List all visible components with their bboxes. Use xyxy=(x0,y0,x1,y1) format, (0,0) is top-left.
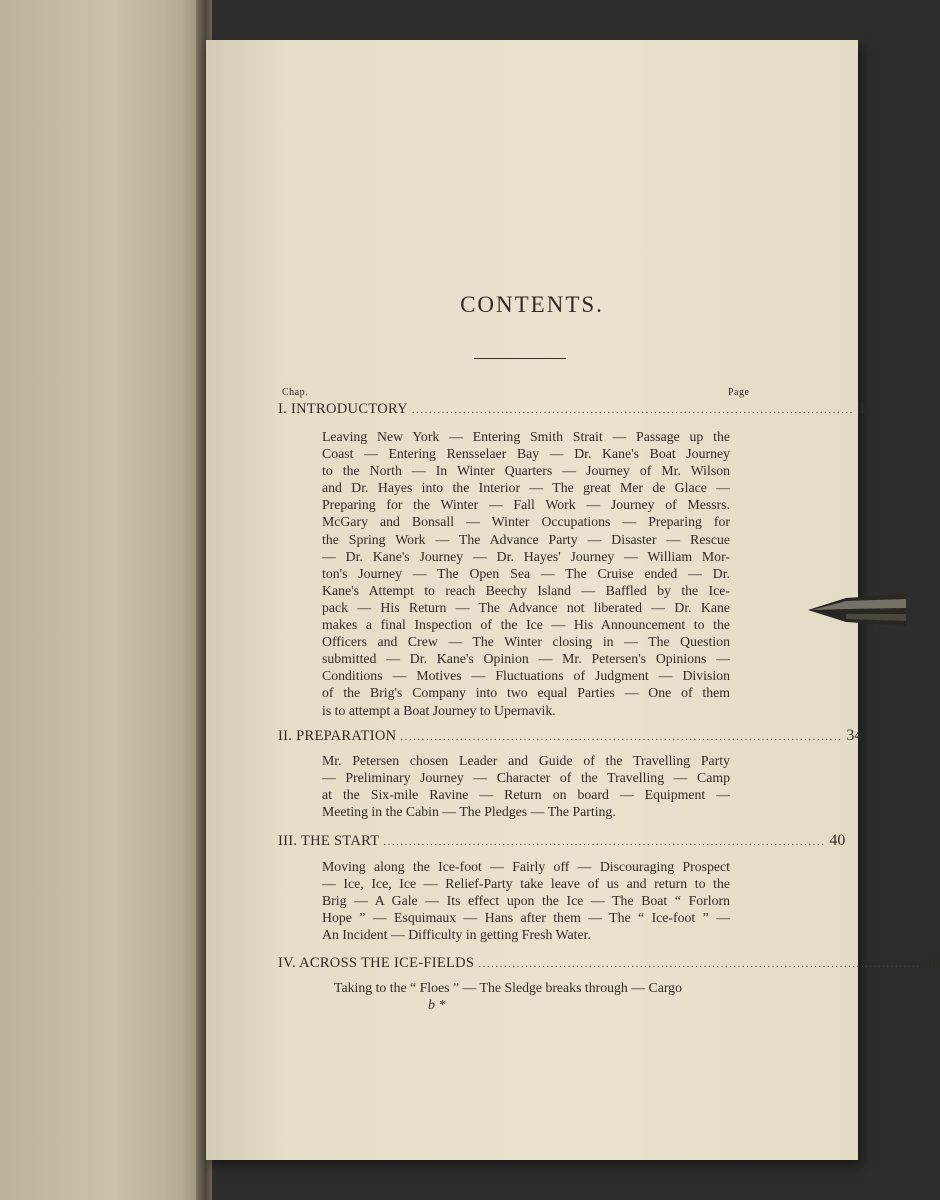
summary-line: makes a final Inspection of the Ice — His Announcement to the xyxy=(322,617,730,633)
chapter-page-number: 1 xyxy=(857,400,866,417)
summary-line: Brig — A Gale — Its effect upon the Ice — The Boat “ Forlorn xyxy=(322,893,730,909)
chapter-title: I. INTRODUCTORY xyxy=(278,401,408,417)
summary-line: to the North — In Winter Quarters — Journey of Mr. Wilson xyxy=(322,463,730,479)
page-title: CONTENTS. xyxy=(460,292,604,317)
chapter-summary xyxy=(322,858,730,943)
column-header-chap: Chap. xyxy=(282,387,309,398)
summary-line: pack — His Return — The Advance not liberated — Dr. Kane xyxy=(322,599,730,615)
chapter-title: II. PREPARATION xyxy=(278,728,397,744)
chapter-entry xyxy=(278,400,866,420)
chapter-page-number: 48 xyxy=(924,954,940,971)
summary-line: at the Six-mile Ravine — Return on board — Equipment — xyxy=(322,787,730,803)
summary-line: McGary and Bonsall — Winter Occupations — Preparing for xyxy=(322,514,730,530)
summary-line: — Preliminary Journey — Character of the Travelling — Camp xyxy=(322,770,730,786)
chapter-page-number: 34 xyxy=(846,727,863,744)
summary-line: Hope ” — Esquimaux — Hans after them — The “ Ice-foot ” — xyxy=(322,910,730,926)
left-page xyxy=(0,0,208,1200)
chapter-entry xyxy=(278,727,863,747)
summary-line: ton's Journey — The Open Sea — The Cruise ended — Dr. xyxy=(322,565,730,581)
chapter-title: III. THE START xyxy=(278,833,380,849)
summary-line: submitted — Dr. Kane's Opinion — Mr. Petersen's Opinions — xyxy=(322,651,730,667)
summary-line: Leaving New York — Entering Smith Strait — Passage up the xyxy=(322,429,730,444)
chapter-entry xyxy=(278,832,846,852)
dot-leader: ........................................................................................................ xyxy=(400,731,843,743)
summary-line: the Spring Work — The Advance Party — Disaster — Rescue xyxy=(322,531,730,547)
summary-line: — Dr. Kane's Journey — Dr. Hayes' Journey — William Mor- xyxy=(322,548,730,564)
summary-line: and Dr. Hayes into the Interior — The great Mer de Glace — xyxy=(322,480,730,496)
summary-line: An Incident — Difficulty in getting Fresh Water. xyxy=(322,927,591,943)
chapter-entry xyxy=(278,954,940,974)
summary-line: Preparing for the Winter — Fall Work — Journey of Messrs. xyxy=(322,497,730,513)
summary-line: is to attempt a Boat Journey to Upernavik. xyxy=(322,702,556,718)
chapter-summary xyxy=(334,979,730,996)
contents-page xyxy=(206,40,940,1160)
summary-line: Kane's Attempt to reach Beechy Island — Baffled by the Ice- xyxy=(322,582,730,598)
summary-line: Taking to the “ Floes ” — The Sledge breaks through — Cargo xyxy=(334,980,682,995)
summary-line: — Ice, Ice, Ice — Relief-Party take leave of us and return to the xyxy=(322,876,730,892)
signature-mark: b * xyxy=(428,998,446,1013)
pen-tip-icon xyxy=(806,590,906,630)
summary-line: of the Brig's Company into two equal Parties — One of them xyxy=(322,685,730,701)
summary-line: Meeting in the Cabin — The Pledges — The Parting. xyxy=(322,804,616,820)
chapter-page-number: 40 xyxy=(829,832,846,849)
dot-leader: ........................................................................................................ xyxy=(478,958,921,970)
summary-line: Officers and Crew — The Winter closing in — The Question xyxy=(322,634,730,650)
dot-leader: ........................................................................................................ xyxy=(411,404,854,416)
summary-line: Mr. Petersen chosen Leader and Guide of the Travelling Party xyxy=(322,753,730,768)
column-header-page: Page xyxy=(728,387,750,398)
title-rule xyxy=(474,358,566,359)
summary-line: Moving along the Ice-foot — Fairly off — Discouraging Prospect xyxy=(322,859,730,874)
chapter-title: IV. ACROSS THE ICE-FIELDS xyxy=(278,955,475,971)
chapter-summary xyxy=(322,428,730,719)
chapter-summary xyxy=(322,752,730,820)
summary-line: Conditions — Motives — Fluctuations of Judgment — Division xyxy=(322,668,730,684)
summary-line: Coast — Entering Rensselaer Bay — Dr. Kane's Boat Journey xyxy=(322,446,730,462)
dot-leader: ........................................................................................................ xyxy=(383,836,826,848)
